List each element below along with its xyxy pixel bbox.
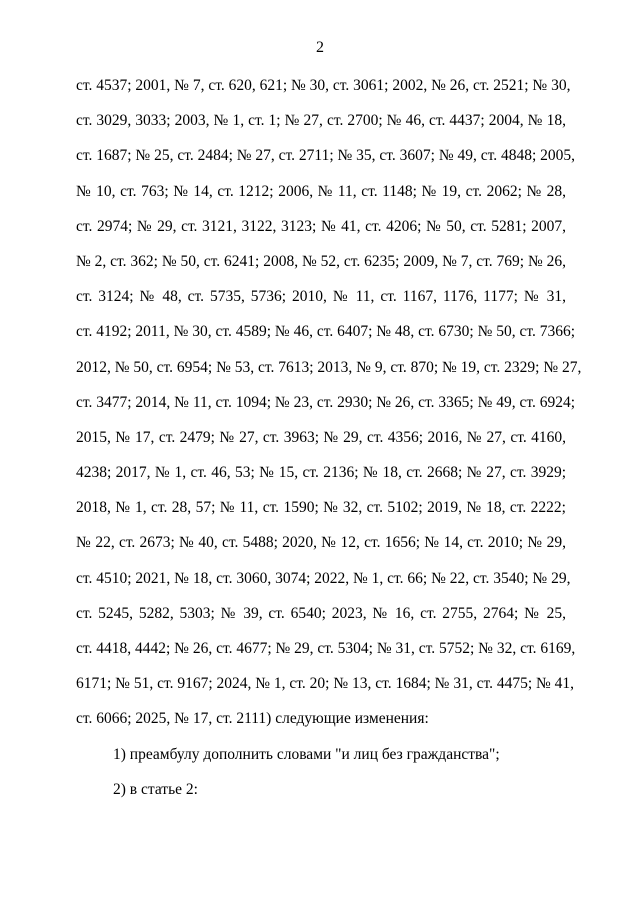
text-line: 2012, № 50, ст. 6954; № 53, ст. 7613; 2013, № 9, ст. 870; № 19, ст. 2329; № 27, xyxy=(76,358,582,376)
text-line: № 2, ст. 362; № 50, ст. 6241; 2008, № 52, ст. 6235; 2009, № 7, ст. 769; № 26, xyxy=(76,252,566,270)
text-line: 2018, № 1, ст. 28, 57; № 11, ст. 1590; № 32, ст. 5102; 2019, № 18, ст. 2222; xyxy=(76,499,566,517)
text-line: ст. 4510; 2021, № 18, ст. 3060, 3074; 2022, № 1, ст. 66; № 22, ст. 3540; № 29, xyxy=(76,569,571,587)
list-item-1: 1) преамбулу дополнить словами "и лиц без гражданства"; xyxy=(113,745,500,763)
text-line: ст. 4192; 2011, № 30, ст. 4589; № 46, ст. 6407; № 48, ст. 6730; № 50, ст. 7366; xyxy=(76,323,576,341)
text-line: ст. 3124; № 48, ст. 5735, 5736; 2010, № 11, ст. 1167, 1176, 1177; № 31, xyxy=(76,288,566,306)
text-line: ст. 4418, 4442; № 26, ст. 4677; № 29, ст. 5304; № 31, ст. 5752; № 32, ст. 6169, xyxy=(76,640,576,657)
list-item-2: 2) в статье 2: xyxy=(113,780,198,798)
text-line: 2015, № 17, ст. 2479; № 27, ст. 3963; № 29, ст. 4356; 2016, № 27, ст. 4160, xyxy=(76,428,566,446)
text-line: ст. 5245, 5282, 5303; № 39, ст. 6540; 2023, № 16, ст. 2755, 2764; № 25, xyxy=(76,604,566,622)
text-line-last: ст. 6066; 2025, № 17, ст. 2111) следующие изменения: xyxy=(76,710,429,728)
body-text xyxy=(76,76,582,815)
text-line: ст. 3029, 3033; 2003, № 1, ст. 1; № 27, ст. 2700; № 46, ст. 4437; 2004, № 18, xyxy=(76,112,566,130)
text-line: ст. 2974; № 29, ст. 3121, 3122, 3123; № 41, ст. 4206; № 50, ст. 5281; 2007, xyxy=(76,217,566,235)
text-line: ст. 1687; № 25, ст. 2484; № 27, ст. 2711; № 35, ст. 3607; № 49, ст. 4848; 2005, xyxy=(76,147,576,165)
text-line: ст. 3477; 2014, № 11, ст. 1094; № 23, ст. 2930; № 26, ст. 3365; № 49, ст. 6924; xyxy=(76,393,576,411)
text-line: 6171; № 51, ст. 9167; 2024, № 1, ст. 20; № 13, ст. 1684; № 31, ст. 4475; № 41, xyxy=(76,675,575,693)
text-line: ст. 4537; 2001, № 7, ст. 620, 621; № 30, ст. 3061; 2002, № 26, ст. 2521; № 30, xyxy=(76,77,571,94)
text-line: 4238; 2017, № 1, ст. 46, 53; № 15, ст. 2136; № 18, ст. 2668; № 27, ст. 3929; xyxy=(76,464,566,482)
page-number: 2 xyxy=(316,39,324,56)
text-line: № 10, ст. 763; № 14, ст. 1212; 2006, № 11, ст. 1148; № 19, ст. 2062; № 28, xyxy=(76,182,566,200)
text-line: № 22, ст. 2673; № 40, ст. 5488; 2020, № 12, ст. 1656; № 14, ст. 2010; № 29, xyxy=(76,534,566,552)
